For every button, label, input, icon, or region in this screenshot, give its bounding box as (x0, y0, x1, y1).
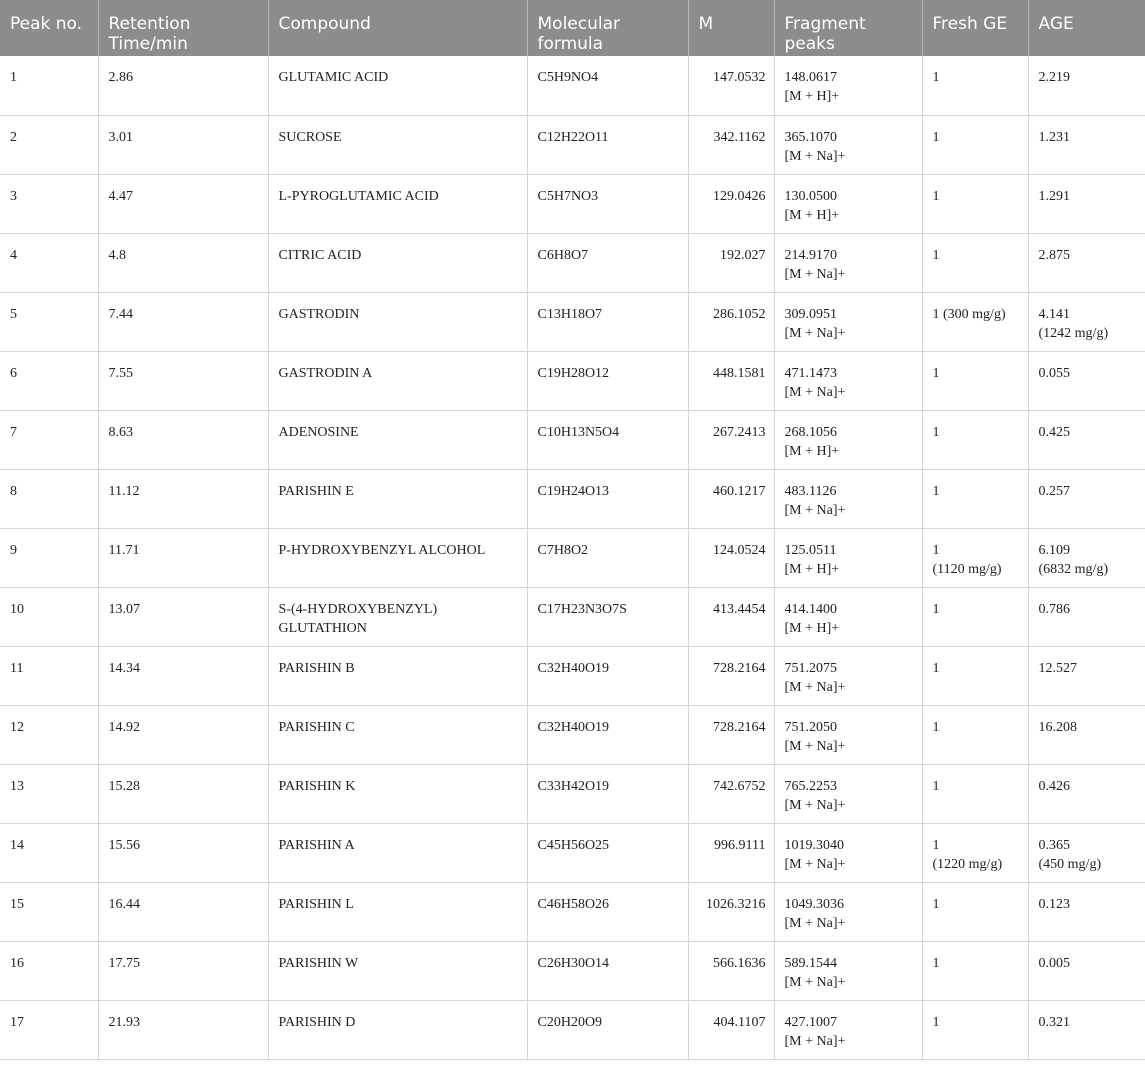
header-row (0, 0, 1145, 56)
cell-fragment-peaks (774, 292, 922, 351)
cell-fresh-ge (922, 233, 1028, 292)
cell-compound (268, 56, 527, 115)
cell-fresh-ge (922, 292, 1028, 351)
header-label: formula (537, 34, 604, 54)
cell-line: [M + Na]+ (784, 325, 846, 341)
cell-line: 6.109 (1038, 542, 1070, 558)
cell-peak-no: 1 (0, 56, 98, 115)
cell-line: 1 (932, 778, 940, 794)
cell-age (1028, 469, 1145, 528)
cell-age (1028, 528, 1145, 587)
cell-line: 1.291 (1038, 188, 1070, 204)
cell-fresh-ge (922, 56, 1028, 115)
cell-age (1028, 1000, 1145, 1059)
cell-age (1028, 646, 1145, 705)
table-row (0, 115, 1145, 174)
cell-line: GLUTAMIC ACID (278, 70, 389, 85)
header-m (688, 0, 774, 56)
table-row (0, 233, 1145, 292)
cell-retention-time: 2.86 (98, 56, 268, 115)
cell-molecular-formula: C32H40O19 (527, 646, 688, 705)
cell-m: 728.2164 (688, 705, 774, 764)
cell-peak-no: 16 (0, 941, 98, 1000)
cell-molecular-formula: C10H13N5O4 (527, 410, 688, 469)
cell-line: 427.1007 (784, 1014, 837, 1030)
header-label: Fragment (784, 14, 866, 34)
cell-compound (268, 410, 527, 469)
cell-retention-time: 7.44 (98, 292, 268, 351)
cell-fresh-ge (922, 410, 1028, 469)
cell-line: (1242 mg/g) (1038, 325, 1109, 341)
cell-molecular-formula: C6H8O7 (527, 233, 688, 292)
cell-line: CITRIC ACID (278, 247, 362, 263)
header-retention-time (98, 0, 268, 56)
cell-molecular-formula: C12H22O11 (527, 115, 688, 174)
cell-line: 1 (932, 542, 940, 558)
cell-line: 1 (932, 70, 940, 85)
cell-line: 12.527 (1038, 660, 1077, 676)
cell-age (1028, 351, 1145, 410)
cell-line: PARISHIN D (278, 1014, 356, 1030)
cell-compound (268, 174, 527, 233)
cell-line: 1 (932, 424, 940, 440)
cell-fresh-ge (922, 469, 1028, 528)
cell-molecular-formula: C26H30O14 (527, 941, 688, 1000)
cell-line: 0.426 (1038, 778, 1070, 794)
cell-line: 1049.3036 (784, 896, 844, 912)
cell-m: 124.0524 (688, 528, 774, 587)
cell-line: (450 mg/g) (1038, 856, 1102, 872)
cell-line: 16.208 (1038, 719, 1077, 735)
header-fresh-ge (922, 0, 1028, 56)
cell-fragment-peaks (774, 56, 922, 115)
cell-line: 1 (932, 719, 940, 735)
cell-line: 751.2050 (784, 719, 837, 735)
cell-fragment-peaks (774, 941, 922, 1000)
cell-line: 1 (300 mg/g) (932, 306, 1006, 322)
cell-retention-time: 3.01 (98, 115, 268, 174)
cell-m: 566.1636 (688, 941, 774, 1000)
cell-line: 0.005 (1038, 955, 1070, 971)
table-row (0, 705, 1145, 764)
cell-line: 471.1473 (784, 365, 837, 381)
cell-peak-no: 2 (0, 115, 98, 174)
cell-line: 1 (932, 896, 940, 912)
cell-peak-no: 4 (0, 233, 98, 292)
cell-m: 996.9111 (688, 823, 774, 882)
cell-compound (268, 115, 527, 174)
cell-line: [M + H]+ (784, 561, 840, 577)
cell-compound (268, 292, 527, 351)
cell-molecular-formula: C19H28O12 (527, 351, 688, 410)
cell-compound (268, 1000, 527, 1059)
header-age (1028, 0, 1145, 56)
cell-age (1028, 587, 1145, 646)
cell-line: 0.786 (1038, 601, 1070, 617)
cell-peak-no: 11 (0, 646, 98, 705)
cell-m: 267.2413 (688, 410, 774, 469)
cell-compound (268, 646, 527, 705)
header-label: Retention (108, 14, 191, 34)
cell-m: 742.6752 (688, 764, 774, 823)
cell-fresh-ge (922, 174, 1028, 233)
cell-age (1028, 764, 1145, 823)
cell-line: [M + H]+ (784, 89, 840, 104)
cell-molecular-formula: C7H8O2 (527, 528, 688, 587)
cell-line: GLUTATHION (278, 620, 367, 636)
cell-line: (6832 mg/g) (1038, 561, 1109, 577)
table-row (0, 56, 1145, 115)
cell-fresh-ge (922, 705, 1028, 764)
cell-line: [M + Na]+ (784, 856, 846, 872)
cell-retention-time: 4.8 (98, 233, 268, 292)
header-label: M (698, 14, 714, 34)
cell-line: 1 (932, 365, 940, 381)
header-label: Fresh GE (932, 14, 1008, 34)
cell-fresh-ge (922, 1000, 1028, 1059)
cell-line: [M + Na]+ (784, 915, 846, 931)
cell-fragment-peaks (774, 1000, 922, 1059)
cell-line: GASTRODIN (278, 306, 360, 322)
cell-age (1028, 292, 1145, 351)
table-row (0, 941, 1145, 1000)
table-row (0, 587, 1145, 646)
cell-line: GASTRODIN A (278, 365, 373, 381)
cell-retention-time: 15.28 (98, 764, 268, 823)
cell-fragment-peaks (774, 587, 922, 646)
cell-peak-no: 7 (0, 410, 98, 469)
cell-line: 214.9170 (784, 247, 837, 263)
cell-line: 0.055 (1038, 365, 1070, 381)
table-row (0, 469, 1145, 528)
header-label: AGE (1038, 14, 1074, 34)
table-header (0, 0, 1145, 56)
cell-compound (268, 233, 527, 292)
cell-age (1028, 410, 1145, 469)
cell-line: [M + Na]+ (784, 502, 846, 518)
cell-m: 413.4454 (688, 587, 774, 646)
cell-age (1028, 705, 1145, 764)
cell-line: [M + Na]+ (784, 974, 846, 990)
cell-line: 0.425 (1038, 424, 1070, 440)
cell-line: PARISHIN W (278, 955, 359, 971)
cell-line: 2.219 (1038, 70, 1070, 85)
cell-line: [M + H]+ (784, 620, 840, 636)
cell-age (1028, 233, 1145, 292)
cell-m: 448.1581 (688, 351, 774, 410)
header-fragment-peaks (774, 0, 922, 56)
cell-compound (268, 882, 527, 941)
cell-retention-time: 7.55 (98, 351, 268, 410)
cell-fresh-ge (922, 587, 1028, 646)
cell-fragment-peaks (774, 469, 922, 528)
header-label: Compound (278, 14, 371, 34)
cell-fragment-peaks (774, 705, 922, 764)
cell-line: PARISHIN K (278, 778, 356, 794)
cell-fragment-peaks (774, 764, 922, 823)
table-row (0, 528, 1145, 587)
cell-line: SUCROSE (278, 129, 342, 145)
cell-age (1028, 823, 1145, 882)
cell-line: [M + Na]+ (784, 679, 846, 695)
cell-compound (268, 705, 527, 764)
cell-fresh-ge (922, 528, 1028, 587)
cell-line: 2.875 (1038, 247, 1070, 263)
cell-line: [M + H]+ (784, 443, 840, 459)
cell-compound (268, 823, 527, 882)
cell-age (1028, 882, 1145, 941)
header-compound (268, 0, 527, 56)
cell-fragment-peaks (774, 528, 922, 587)
cell-line: [M + Na]+ (784, 1033, 846, 1049)
cell-line: 414.1400 (784, 601, 837, 617)
cell-molecular-formula: C45H56O25 (527, 823, 688, 882)
cell-m: 147.0532 (688, 56, 774, 115)
cell-compound (268, 351, 527, 410)
cell-line: 751.2075 (784, 660, 837, 676)
cell-peak-no: 15 (0, 882, 98, 941)
cell-line: [M + Na]+ (784, 384, 846, 400)
table-row (0, 882, 1145, 941)
cell-fragment-peaks (774, 646, 922, 705)
table-row (0, 292, 1145, 351)
cell-retention-time: 14.92 (98, 705, 268, 764)
cell-peak-no: 5 (0, 292, 98, 351)
cell-line: 1 (932, 601, 940, 617)
cell-peak-no: 8 (0, 469, 98, 528)
cell-age (1028, 56, 1145, 115)
table-row (0, 646, 1145, 705)
cell-molecular-formula: C17H23N3O7S (527, 587, 688, 646)
cell-fragment-peaks (774, 823, 922, 882)
cell-line: PARISHIN A (278, 837, 355, 853)
table-row (0, 351, 1145, 410)
cell-line: 0.123 (1038, 896, 1070, 912)
cell-compound (268, 469, 527, 528)
cell-retention-time: 11.12 (98, 469, 268, 528)
cell-line: 1019.3040 (784, 837, 844, 853)
cell-molecular-formula: C13H18O7 (527, 292, 688, 351)
cell-peak-no: 12 (0, 705, 98, 764)
cell-line: 4.141 (1038, 306, 1070, 322)
cell-peak-no: 14 (0, 823, 98, 882)
cell-line: 1 (932, 247, 940, 263)
cell-line: PARISHIN L (278, 896, 354, 912)
cell-peak-no: 17 (0, 1000, 98, 1059)
header-label: peaks (784, 34, 835, 54)
cell-molecular-formula: C5H9NO4 (527, 56, 688, 115)
cell-line: 365.1070 (784, 129, 837, 145)
cell-line: PARISHIN C (278, 719, 355, 735)
cell-line: [M + Na]+ (784, 148, 846, 164)
table-row (0, 410, 1145, 469)
header-label: Molecular (537, 14, 621, 34)
cell-retention-time: 16.44 (98, 882, 268, 941)
cell-line: 483.1126 (784, 483, 837, 499)
cell-line: S-(4-HYDROXYBENZYL) (278, 601, 438, 617)
cell-fragment-peaks (774, 233, 922, 292)
cell-line: L-PYROGLUTAMIC ACID (278, 188, 439, 204)
cell-compound (268, 941, 527, 1000)
cell-retention-time: 11.71 (98, 528, 268, 587)
cell-molecular-formula: C19H24O13 (527, 469, 688, 528)
cell-compound (268, 764, 527, 823)
cell-compound (268, 528, 527, 587)
cell-fresh-ge (922, 882, 1028, 941)
table-row (0, 174, 1145, 233)
cell-line: PARISHIN B (278, 660, 355, 676)
cell-fresh-ge (922, 646, 1028, 705)
cell-m: 192.027 (688, 233, 774, 292)
cell-line: 1 (932, 1014, 940, 1030)
cell-retention-time: 15.56 (98, 823, 268, 882)
cell-fragment-peaks (774, 115, 922, 174)
cell-age (1028, 941, 1145, 1000)
cell-molecular-formula: C33H42O19 (527, 764, 688, 823)
cell-retention-time: 14.34 (98, 646, 268, 705)
cell-molecular-formula: C32H40O19 (527, 705, 688, 764)
cell-retention-time: 8.63 (98, 410, 268, 469)
cell-age (1028, 174, 1145, 233)
cell-line: 130.0500 (784, 188, 837, 204)
cell-m: 404.1107 (688, 1000, 774, 1059)
cell-line: 765.2253 (784, 778, 837, 794)
cell-fragment-peaks (774, 351, 922, 410)
header-peak-no (0, 0, 98, 56)
table-row (0, 764, 1145, 823)
cell-line: 1 (932, 955, 940, 971)
cell-retention-time: 17.75 (98, 941, 268, 1000)
cell-peak-no: 6 (0, 351, 98, 410)
cell-molecular-formula: C5H7NO3 (527, 174, 688, 233)
header-molecular-formula (527, 0, 688, 56)
cell-line: [M + H]+ (784, 207, 840, 223)
cell-m: 728.2164 (688, 646, 774, 705)
cell-molecular-formula: C20H20O9 (527, 1000, 688, 1059)
cell-line: 1 (932, 660, 940, 676)
cell-line: 0.257 (1038, 483, 1070, 499)
cell-fresh-ge (922, 351, 1028, 410)
cell-line: 1 (932, 837, 940, 853)
cell-line: ADENOSINE (278, 424, 359, 440)
cell-retention-time: 21.93 (98, 1000, 268, 1059)
cell-m: 460.1217 (688, 469, 774, 528)
table-row (0, 1000, 1145, 1059)
cell-compound (268, 587, 527, 646)
cell-line: 1 (932, 483, 940, 499)
cell-fresh-ge (922, 764, 1028, 823)
cell-age (1028, 115, 1145, 174)
cell-line: 589.1544 (784, 955, 837, 971)
cell-molecular-formula: C46H58O26 (527, 882, 688, 941)
cell-fragment-peaks (774, 174, 922, 233)
cell-peak-no: 3 (0, 174, 98, 233)
cell-peak-no: 13 (0, 764, 98, 823)
cell-m: 342.1162 (688, 115, 774, 174)
cell-fresh-ge (922, 115, 1028, 174)
cell-line: P-HYDROXYBENZYL ALCOHOL (278, 542, 486, 558)
cell-line: 309.0951 (784, 306, 837, 322)
cell-line: 1 (932, 188, 940, 204)
cell-line: 1.231 (1038, 129, 1070, 145)
cell-line: (1220 mg/g) (932, 856, 1003, 872)
cell-fragment-peaks (774, 410, 922, 469)
cell-line: [M + Na]+ (784, 266, 846, 282)
cell-peak-no: 9 (0, 528, 98, 587)
cell-peak-no: 10 (0, 587, 98, 646)
cell-line: (1120 mg/g) (932, 561, 1002, 577)
table-body (0, 56, 1145, 1059)
cell-line: 125.0511 (784, 542, 837, 558)
cell-line: 148.0617 (784, 70, 837, 85)
cell-m: 286.1052 (688, 292, 774, 351)
header-label: Peak no. (10, 14, 83, 34)
cell-line: 0.321 (1038, 1014, 1070, 1030)
cell-fragment-peaks (774, 882, 922, 941)
cell-line: 0.365 (1038, 837, 1070, 853)
cell-line: [M + Na]+ (784, 797, 846, 813)
cell-m: 1026.3216 (688, 882, 774, 941)
cell-fresh-ge (922, 823, 1028, 882)
cell-retention-time: 4.47 (98, 174, 268, 233)
header-label: Time/min (108, 34, 188, 54)
table-row (0, 823, 1145, 882)
cell-line: [M + Na]+ (784, 738, 846, 754)
cell-line: 268.1056 (784, 424, 837, 440)
cell-retention-time: 13.07 (98, 587, 268, 646)
cell-m: 129.0426 (688, 174, 774, 233)
cell-line: 1 (932, 129, 940, 145)
cell-fresh-ge (922, 941, 1028, 1000)
cell-line: PARISHIN E (278, 483, 354, 499)
